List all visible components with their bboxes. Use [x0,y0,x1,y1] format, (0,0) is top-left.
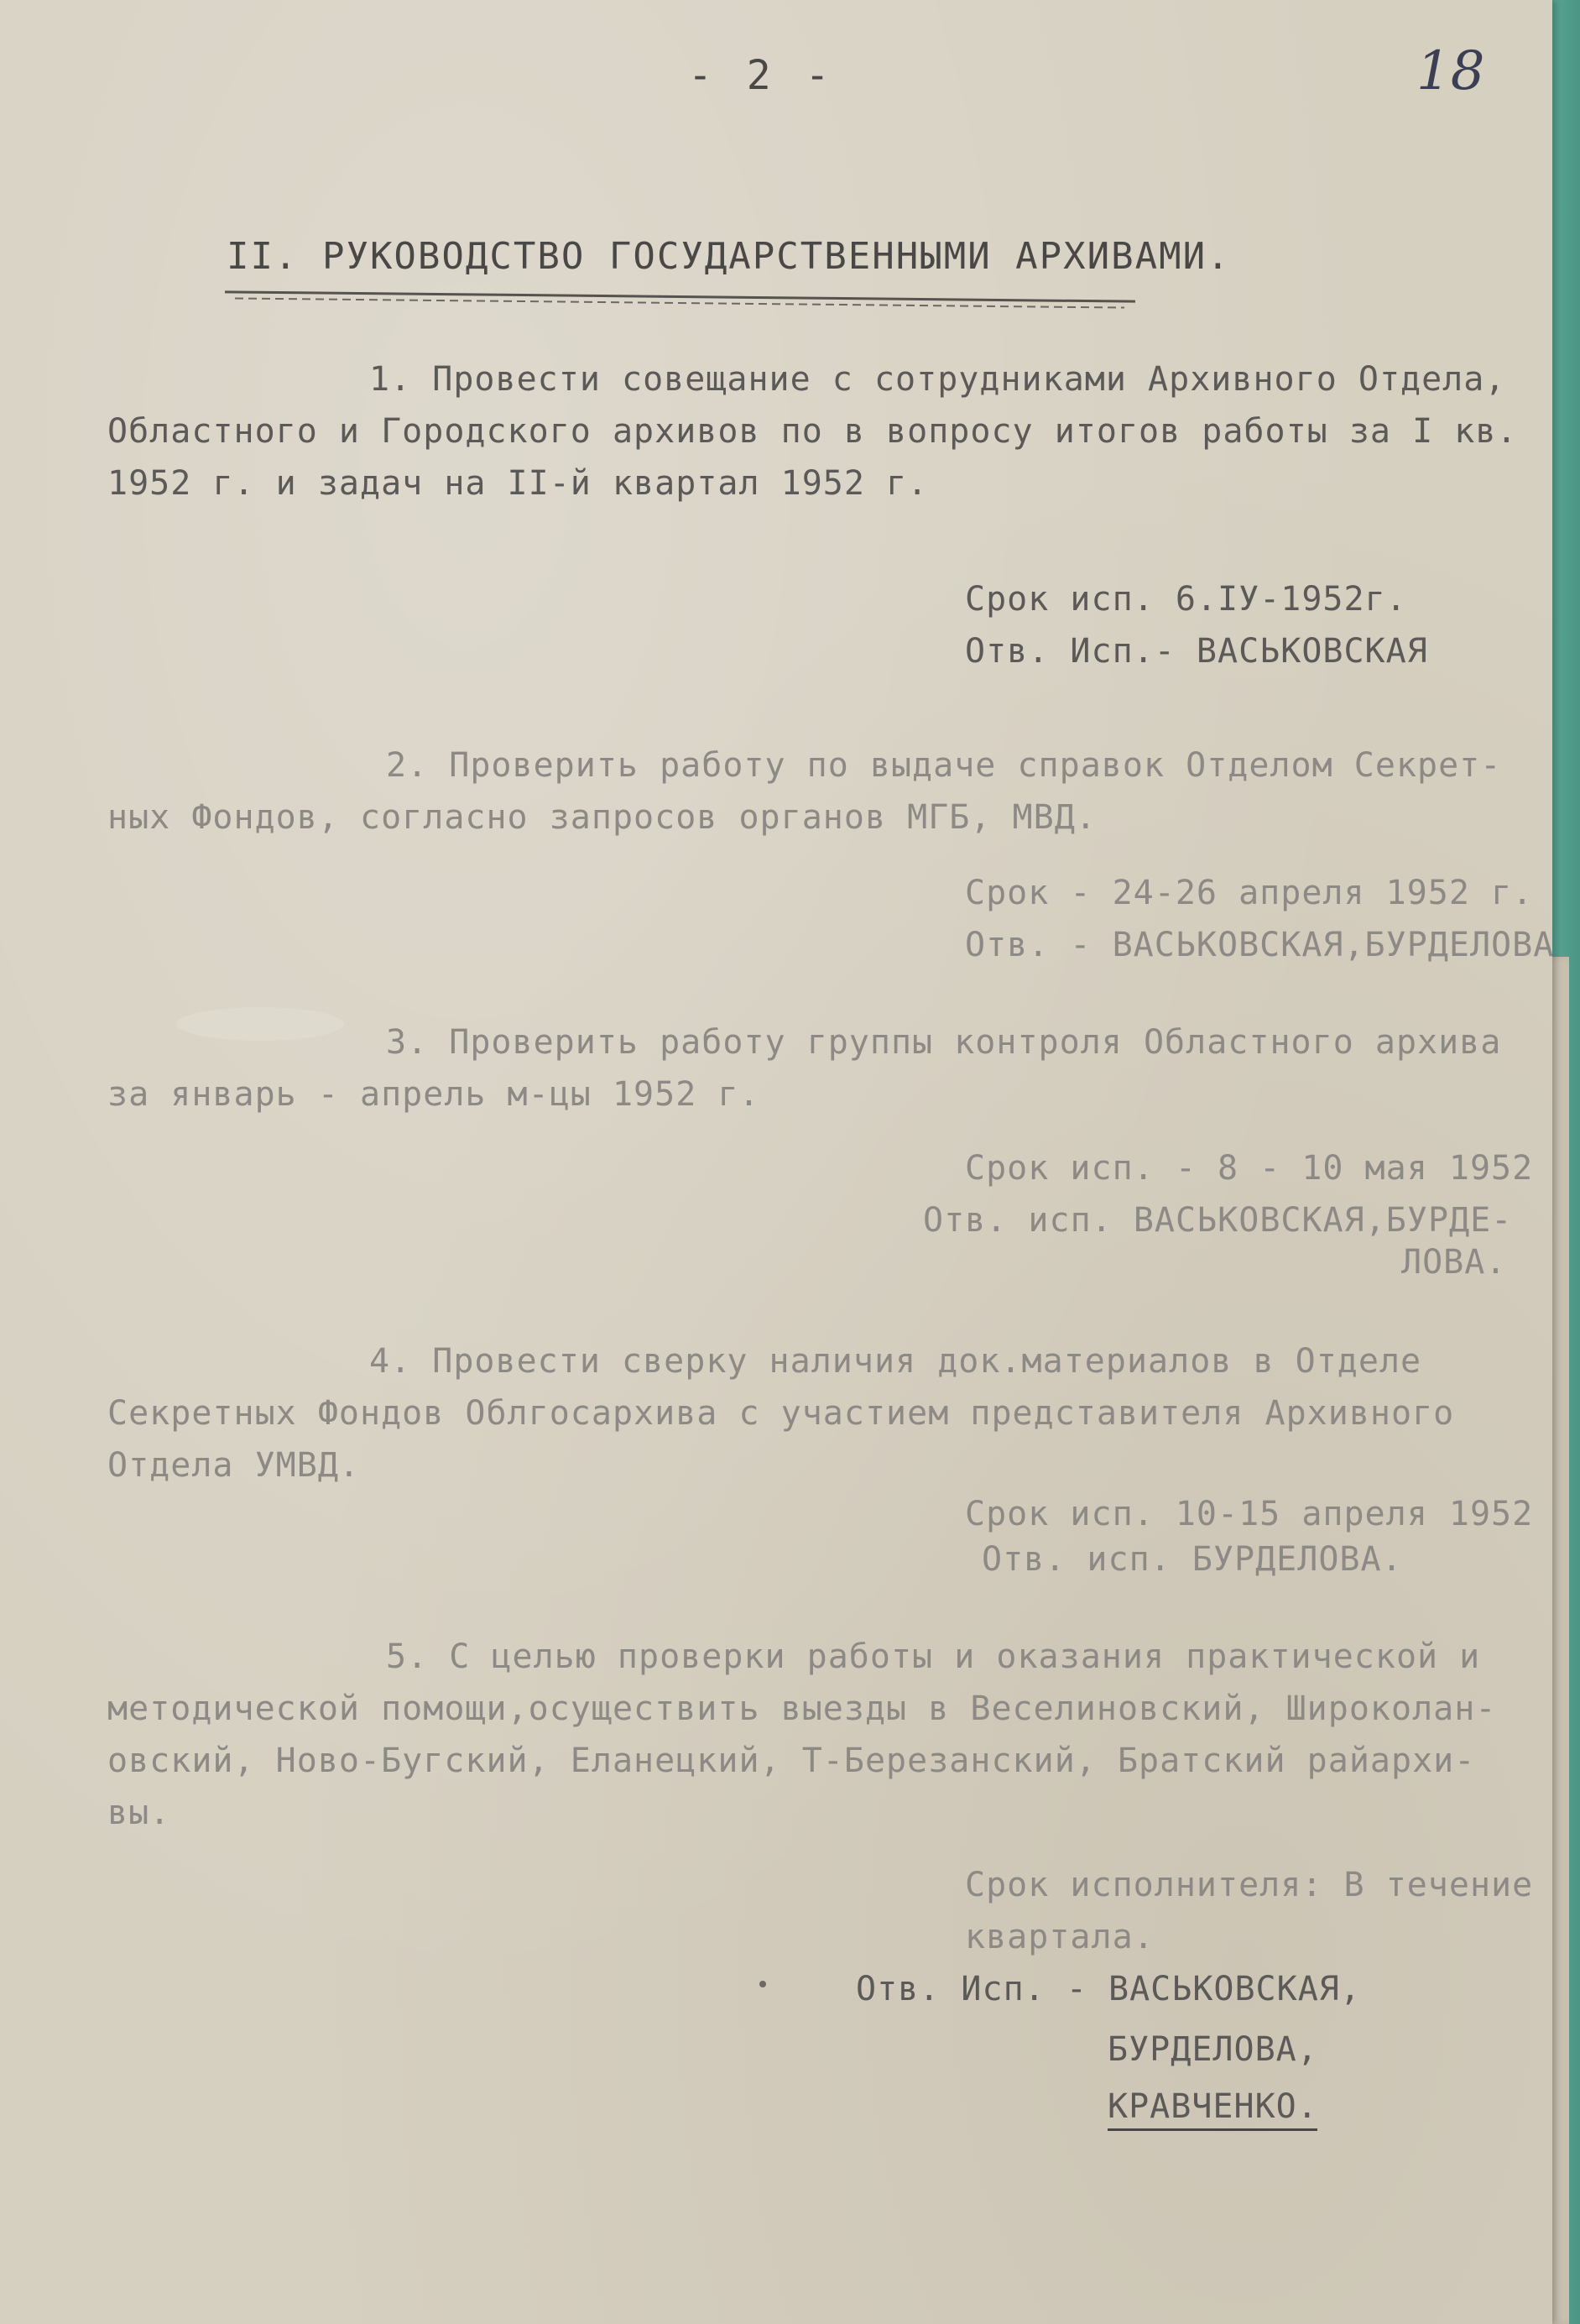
item4-responsible: Отв. исп. БУРДЕЛОВА. [982,1540,1403,1579]
item2-line2: ных Фондов, согласно запросов органов МГБ, МВД. [107,798,1097,837]
item3-line1: 3. Проверить работу группы контроля Областного архива [386,1023,1502,1062]
item5-deadline2: квартала. [965,1918,1155,1956]
item5-line2: методической помощи,осуществить выезды в Веселиновский, Широколан- [107,1689,1497,1728]
section-heading: II. РУКОВОДСТВО ГОСУДАРСТВЕННЫМИ АРХИВАМИ. [227,235,1231,278]
responsible-underline [1108,2128,1317,2131]
item1-line3: 1952 г. и задач на II-й квартал 1952 г. [107,464,929,503]
ink-dot [759,1981,766,1987]
item1-responsible: Отв. Исп.- ВАСЬКОВСКАЯ [965,632,1428,671]
item5-responsible2: БУРДЕЛОВА, [1108,2030,1318,2069]
item5-responsible3: КРАВЧЕНКО. [1108,2087,1318,2126]
item4-line1: 4. Провести сверку наличия док.материалов в Отделе [369,1342,1422,1381]
item3-line2: за январь - апрель м-цы 1952 г. [107,1075,760,1114]
item1-deadline: Срок исп. 6.IУ-1952г. [965,580,1407,619]
item3-deadline: Срок исп. - 8 - 10 мая 1952 [965,1149,1534,1188]
item5-deadline1: Срок исполнителя: В течение [965,1866,1534,1904]
item4-line2: Секретных Фондов Облгосархива с участием представителя Архивного [107,1394,1455,1433]
item4-deadline: Срок исп. 10-15 апреля 1952 [965,1495,1534,1533]
item5-line1: 5. С целью проверки работы и оказания практической и [386,1637,1481,1676]
heading-underline [225,290,1135,302]
item1-line2: Областного и Городского архивов по в вопросу итогов работы за I кв. [107,412,1518,451]
item5-line4: вы. [107,1794,171,1832]
item3-responsible1: Отв. исп. ВАСЬКОВСКАЯ,БУРДЕ- [923,1201,1513,1240]
page-number: - 2 - [688,52,835,99]
item2-deadline: Срок - 24-26 апреля 1952 г. [965,874,1534,912]
item3-responsible2: ЛОВА. [1401,1243,1507,1282]
item5-line3: овский, Ново-Бугский, Еланецкий, Т-Березанский, Братский райархи- [107,1742,1476,1780]
folio-number: 18 [1416,40,1485,102]
item5-responsible1: Отв. Исп. - ВАСЬКОВСКАЯ, [856,1970,1361,2008]
paper-stain [176,1007,344,1041]
item4-line3: Отдела УМВД. [107,1446,360,1485]
item2-line1: 2. Проверить работу по выдаче справок Отделом Секрет- [386,746,1502,785]
item1-line1: 1. Провести совещание с сотрудниками Архивного Отдела, [369,360,1506,399]
item2-responsible: Отв. - ВАСЬКОВСКАЯ,БУРДЕЛОВА [965,926,1555,964]
